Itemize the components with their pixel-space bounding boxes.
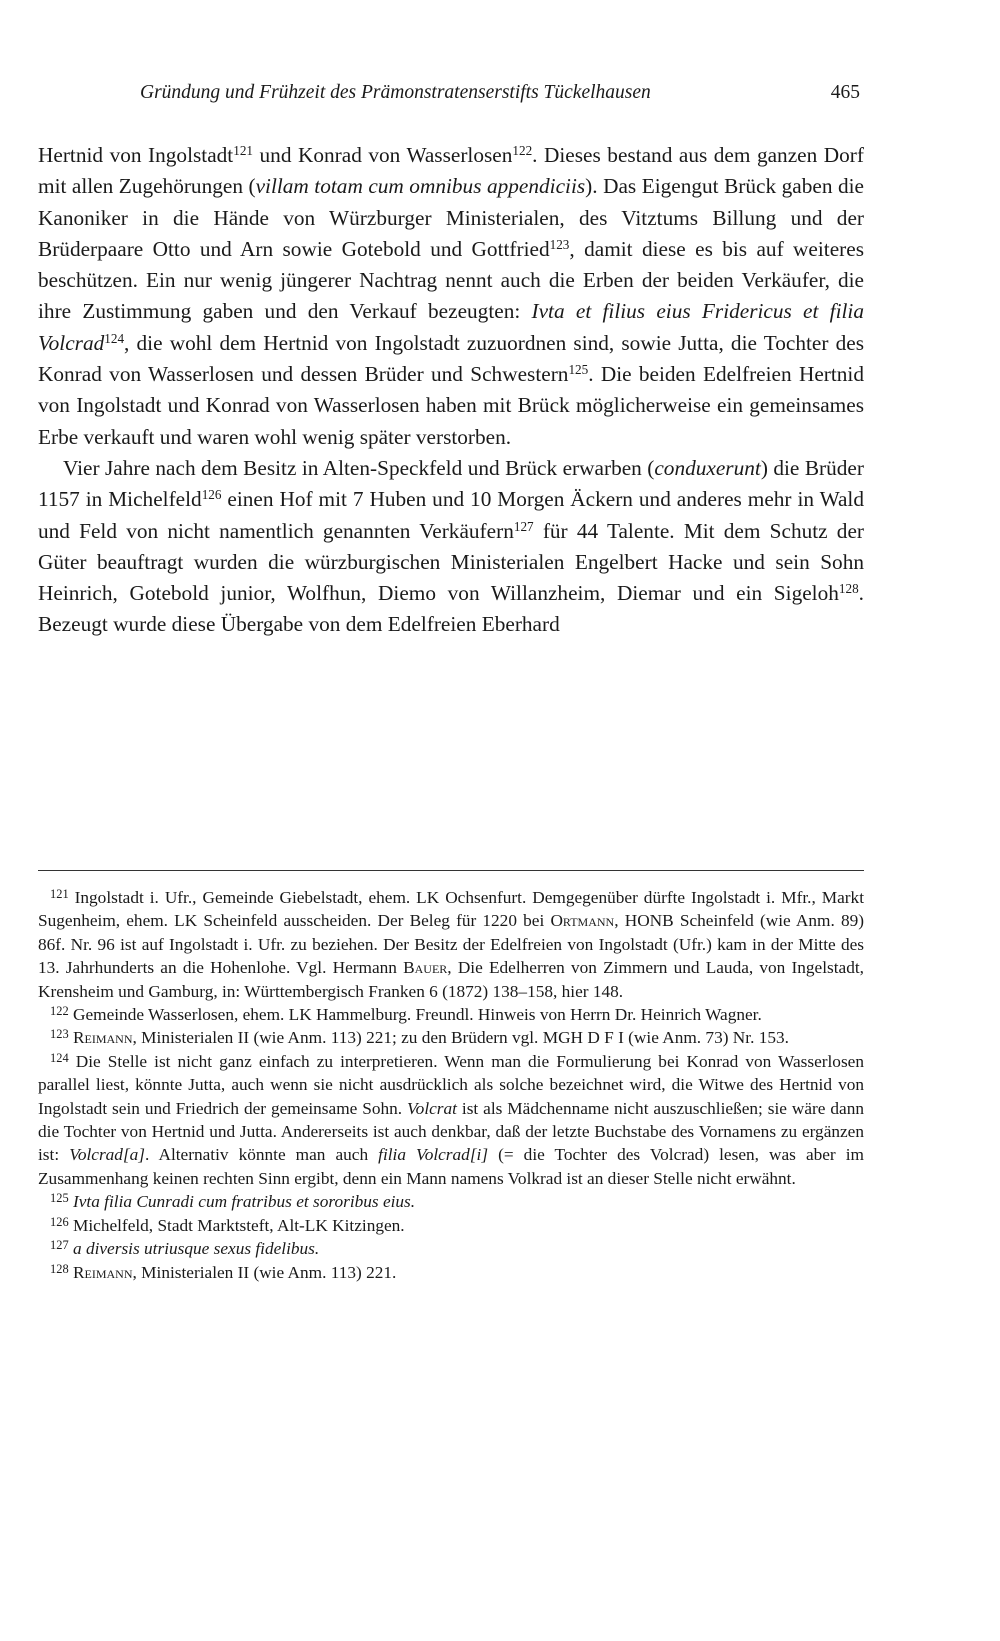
- footnote-number: 126: [50, 1214, 69, 1229]
- footnote-ref-126[interactable]: 126: [201, 487, 222, 503]
- text-run: Vier Jahre nach dem Besitz in Alten-Speckfeld und Brück erwarben (: [63, 455, 655, 480]
- footnote-number: 122: [50, 1003, 69, 1018]
- footnote-number: 124: [50, 1050, 69, 1065]
- text-run: . Dieses bestand aus dem ganzen Dorf mit allen Zugehörungen (: [38, 143, 864, 199]
- footnote-125: [38, 1190, 864, 1213]
- footnote-divider: [38, 870, 864, 871]
- text-run: ist als Mädchenname nicht auszuschließen; sie wäre dann die Tochter von Hertnid und Jutta. Andererseits ist auch denkbar, daß der letzte Buchstabe des Vornamens zu ergänzen ist:: [38, 1098, 864, 1165]
- latin-quote: a diversis utriusque sexus fidelibus.: [72, 1239, 320, 1259]
- footnote-122: [38, 1003, 864, 1026]
- text-run: Michelfeld, Stadt Marktsteft, Alt-LK Kitzingen.: [72, 1215, 405, 1235]
- footnote-ref-128[interactable]: 128: [838, 580, 859, 596]
- latin-term: Volcrad[a]: [69, 1145, 146, 1165]
- text-run: , damit diese es bis auf weiteres beschützen. Ein nur wenig jüngerer Nachtrag nennt auch die Erben der beiden Verkäufer, die ihre Zustimmung gaben und den Verkauf bezeugten:: [38, 236, 864, 324]
- latin-quote: conduxerunt: [654, 455, 761, 480]
- author-name: Reimann: [72, 1028, 133, 1048]
- text-run: , HONB Scheinfeld (wie Anm. 89) 86f. Nr. 96 ist auf Ingolstadt i. Ufr. zu beziehen. Der Besitz der Edelfreien von Ingolstadt (Ufr.) kam in der Mitte des 13. Jahrhunderts an die Hohenlohe. Vgl. Hermann: [38, 911, 864, 978]
- text-run: Gemeinde Wasserlosen, ehem. LK Hammelburg. Freundl. Hinweis von Herrn Dr. Heinrich Wagner.: [72, 1005, 762, 1025]
- text-run: (= die Tochter des Volcrad) lesen, was aber im Zusammenhang keinen rechten Sinn ergibt, denn ein Mann namens Volkrad ist an dieser Stelle nicht erwähnt.: [38, 1145, 864, 1188]
- paragraph-1: [38, 140, 864, 453]
- footnote-ref-125[interactable]: 125: [568, 361, 589, 377]
- footnote-121: [38, 886, 864, 1003]
- paragraph-2: [38, 453, 864, 641]
- latin-term: filia Volcrad[i]: [378, 1145, 489, 1165]
- text-run: , Ministerialen II (wie Anm. 113) 221; zu den Brüdern vgl. MGH D F I (wie Anm. 73) Nr. 153.: [132, 1028, 789, 1048]
- author-name: Ortmann: [550, 911, 615, 931]
- text-run: und Konrad von Wasserlosen: [253, 143, 513, 167]
- footnote-ref-127[interactable]: 127: [513, 518, 534, 534]
- text-run: Hertnid von Ingolstadt: [38, 143, 234, 167]
- text-run: , die wohl dem Hertnid von Ingolstadt zuzuordnen sind, sowie Jutta, die Tochter des Konrad von Wasserlosen und dessen Brüder und Schwestern: [38, 330, 864, 387]
- footnote-128: [38, 1261, 864, 1284]
- text-run: Die Stelle ist nicht ganz einfach zu interpretieren. Wenn man die Formulierung bei Konrad von Wasserlosen parallel liest, könnte Jutta, auch wenn sie nicht ausdrücklich als solche bezeichnet wird, die Witwe des Hertnid von Ingolstadt sein und Friedrich der gemeinsame Sohn.: [38, 1051, 864, 1118]
- footnote-ref-124[interactable]: 124: [104, 330, 125, 346]
- footnotes: [38, 886, 864, 1284]
- text-run: einen Hof mit 7 Huben und 10 Morgen Äckern und anderes mehr in Wald und Feld von nicht namentlich genannten Verkäufern: [38, 487, 864, 543]
- text-run: , Ministerialen II (wie Anm. 113) 221.: [132, 1262, 397, 1282]
- text-run: für 44 Talente. Mit dem Schutz der Güter beauftragt wurden die würzburgischen Ministerialen Engelbert Hacke und sein Sohn Heinrich, Gotebold junior, Wolfhun, Diemo von Willanzheim, Diemar und ein Sigeloh: [38, 518, 864, 606]
- text-run: . Bezeugt wurde diese Übergabe von dem Edelfreien Eberhard: [38, 581, 864, 637]
- footnote-126: [38, 1214, 864, 1237]
- text-run: Ingolstadt i. Ufr., Gemeinde Giebelstadt, ehem. LK Ochsenfurt. Demgegenüber dürfte Ingolstadt i. Mfr., Markt Sugenheim, ehem. LK Scheinfeld ausscheiden. Der Beleg für 1220 bei: [38, 888, 864, 931]
- text-run: ). Das Eigengut Brück gaben die Kanoniker in die Hände von Würzburger Ministerialen, des Vitztums Billung und der Brüderpaare Otto und Arn sowie Gotebold und Gottfried: [38, 174, 865, 261]
- page-number: 465: [830, 82, 860, 103]
- footnote-124: [38, 1050, 864, 1190]
- text-run: . Die beiden Edelfreien Hertnid von Ingolstadt und Konrad von Wasserlosen haben mit Brück möglicherweise ein gemeinsames Erbe verkauft und waren wohl wenig später verstorben.: [38, 362, 864, 449]
- footnote-number: 121: [50, 886, 69, 901]
- footnote-ref-123[interactable]: 123: [549, 236, 570, 252]
- text-run: , Die Edelherren von Zimmern und Lauda, von Ingelstadt, Krensheim und Gamburg, in: Württembergisch Franken 6 (1872) 138–158, hier 148.: [38, 958, 864, 1001]
- text-run: . Alternativ könnte man auch: [145, 1145, 379, 1165]
- latin-quote: villam totam cum omnibus appendiciis: [255, 174, 586, 199]
- footnote-number: 127: [50, 1237, 69, 1252]
- footnote-123: [38, 1026, 864, 1049]
- main-text: [38, 140, 864, 641]
- running-title: Gründung und Frühzeit des Prämonstratenserstifts Tückelhausen: [140, 82, 651, 103]
- footnote-number: 123: [50, 1027, 69, 1042]
- text-run: ) die Brüder 1157 in Michelfeld: [38, 455, 864, 512]
- latin-quote: Ivta et filius eius Fridericus et filia Volcrad: [38, 299, 864, 355]
- footnote-number: 128: [50, 1261, 69, 1276]
- footnote-number: 125: [50, 1191, 69, 1206]
- author-name: Bauer: [403, 958, 448, 978]
- running-head: [40, 82, 860, 104]
- latin-quote: Ivta filia Cunradi cum fratribus et sororibus eius.: [72, 1192, 416, 1212]
- footnote-127: [38, 1237, 864, 1260]
- footnote-ref-121[interactable]: 121: [233, 142, 253, 158]
- author-name: Reimann: [72, 1262, 133, 1282]
- footnote-ref-122[interactable]: 122: [512, 142, 533, 158]
- latin-term: Volcrat: [407, 1098, 457, 1118]
